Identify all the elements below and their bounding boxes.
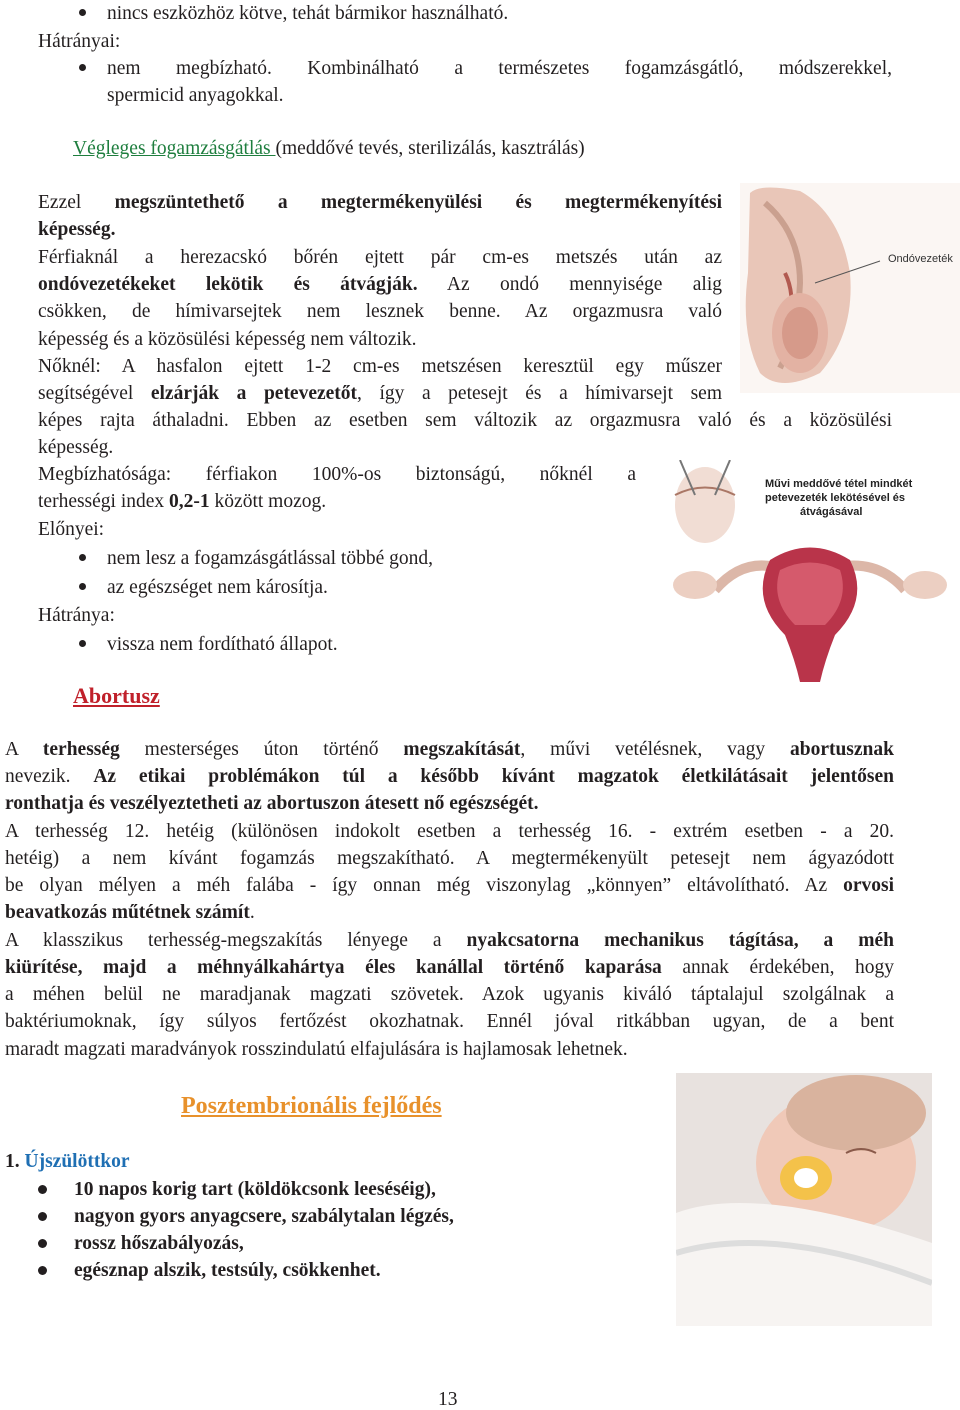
text: A [5,739,43,760]
text: segítségével [38,383,151,404]
figure-label: Ondóvezeték [888,253,953,265]
text-line: ronthatja és veszélyeztetheti az abortuszon átesett nő egészségét. [5,793,539,814]
text-line: Hátrányai: [38,31,121,52]
text-line: képesség és a közösülési képesség nem változik. [38,329,417,350]
bullet [79,9,86,16]
figure-label: Művi meddővé tétel mindkét [765,478,913,490]
heading-rest: (meddővé tevés, sterilizálás, kasztrálás) [275,138,585,159]
bold-text: Az etikai problémákon túl a később kívánt magzatok életkilátásait jelentősen [93,766,894,787]
text-line [5,876,894,896]
text: annak érdekében, hogy [661,957,894,978]
text-line [5,903,255,923]
bold-text: megszüntethető a megtermékenyülési és megtermékenyítési [114,192,723,213]
list-item: 10 napos korig tart (köldökcsonk leeséséig), [74,1179,436,1200]
section-heading: Abortusz [73,683,160,708]
text-line: képesség. [38,437,114,458]
female-anatomy-figure [655,460,960,682]
text: között mozog. [209,491,327,512]
text: , művi vetélésnek, vagy [520,739,790,760]
bold-text: beavatkozás műtétnek számít [5,902,250,923]
text-line [38,193,722,213]
newborn-photo [676,1073,932,1326]
text-line: Előnyei: [38,519,105,540]
text-line: nem lesz a fogamzásgátlással többé gond, [107,548,433,569]
text-line: az egészséget nem károsítja. [107,577,328,598]
text-line: képesség. [38,219,116,240]
bullet [38,1239,47,1248]
section-heading: Posztembrionális fejlődés [181,1093,442,1119]
bullet [38,1212,47,1221]
text-line [38,492,326,512]
bullet [79,583,86,590]
bullet [38,1266,47,1275]
bold-text: megszakítását [403,739,521,760]
text-line: nincs eszközhöz kötve, tehát bármikor használható. [107,3,509,24]
list-item: nagyon gyors anyagcsere, szabálytalan légzés, [74,1206,454,1227]
bullet [38,1185,47,1194]
text: Ezzel [38,192,115,213]
subheading-text: Újszülöttkor [24,1151,130,1172]
text-line: Megbízhatósága: férfiakon 100%-os biztonságú, nőknél a [38,464,636,485]
bold-text: kiürítése, majd a méhnyálkahártya éles kanállal történő kaparása [5,957,662,978]
text: nevezik. [5,766,94,787]
text-line: maradt magzati maradványok rosszindulatú elfajulására is hajlamosak lehetnek. [5,1039,628,1060]
subheading [5,1152,130,1172]
bullet [79,64,86,71]
text-line: spermicid anyagokkal. [107,85,284,106]
text-line [5,931,894,951]
text: Az ondó mennyisége alig [417,274,722,295]
text-line: nem megbízható. Kombinálható a természetes fogamzásgátló, módszerekkel, [107,58,892,79]
text-line: baktériumoknak, így súlyos fertőzést okozhatnak. Ennél jóval ritkábban ugyan, de a bent [5,1011,894,1032]
bold-text: elzárják a petevezetőt [150,383,358,404]
bullet [79,554,86,561]
bold-text: ondóvezetékeket lekötik és átvágják. [38,274,418,295]
text-line: Hátránya: [38,605,115,626]
text-line [38,384,722,404]
figure-label: petevezeték lekötésével és [765,492,906,504]
text: terhességi index [38,491,170,512]
bold-text: orvosi [843,875,894,896]
text: be olyan mélyen a méh falába - így onnan még viszonylag „könnyen” eltávolítható. Az [5,875,844,896]
male-anatomy-figure [740,183,960,393]
figure-label: átvágásával [800,506,863,518]
text-line: A terhesség 12. hetéig (különösen indokolt esetben a terhesség 16. - extrém esetben - a 20. [5,821,894,842]
bold-text: 0,2-1 [169,491,210,512]
text-line [5,740,894,760]
text-line [5,958,894,978]
page-number: 13 [438,1389,458,1410]
text-line: képes rajta áthaladni. Ebben az esetben sem változik az orgazmusra való és a közösülési [38,410,892,431]
text-line [5,767,894,787]
text: . [249,902,255,923]
text-line: csökken, de hímivarsejtek nem lesznek benne. Az orgazmusra való [38,301,722,322]
bold-text: terhesség [42,739,120,760]
text-line: hetéig) a nem kívánt fogamzás megszakítható. A megtermékenyült petesejt nem ágyazódott [5,848,894,869]
text-line: vissza nem fordítható állapot. [107,634,338,655]
text-line: a méhen belül ne maradjanak magzati szövetek. Azok ugyanis kiváló táptalajul szolgálnak a [5,984,894,1005]
heading-link[interactable]: Végleges fogamzásgátlás [73,138,276,159]
text: A klasszikus terhesség-megszakítás lényege a [5,930,467,951]
text: mesterséges úton történő [119,739,404,760]
bold-text: nyakcsatorna mechanikus tágítása, a méh [466,930,894,951]
bullet [79,640,86,647]
bold-text: abortusznak [789,739,894,760]
subheading-number: 1. [5,1151,25,1172]
section-heading [73,139,585,159]
text-line: Férfiaknál a herezacskó bőrén ejtett pár cm-es metszés után az [38,247,722,268]
text-line: Nőknél: A hasfalon ejtett 1-2 cm-es metszésen keresztül egy műszer [38,356,722,377]
list-item: egésznap alszik, testsúly, csökkenhet. [74,1260,381,1281]
text: , így a petesejt és a hímivarsejt sem [357,383,722,404]
text-line [38,275,722,295]
list-item: rossz hőszabályozás, [74,1233,244,1254]
